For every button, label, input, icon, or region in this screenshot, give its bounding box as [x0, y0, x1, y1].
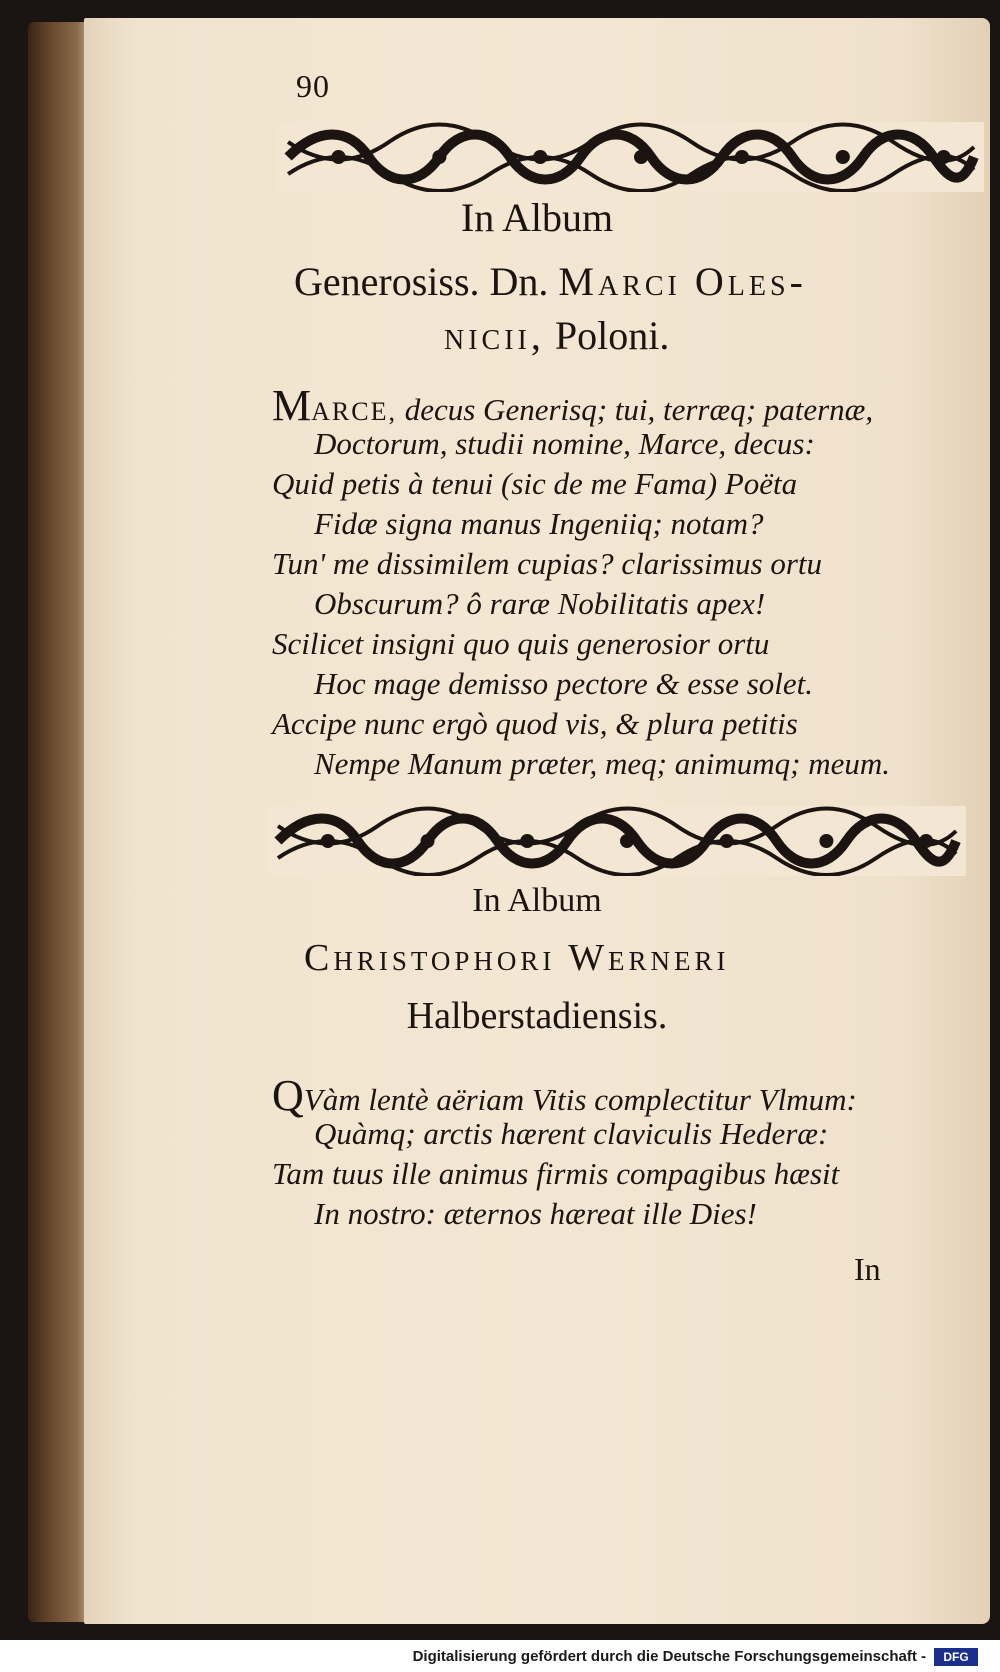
poem1-verse-line: Nempe Manum præter, meq; animumq; meum. — [314, 746, 890, 781]
poem1-dropcap: M — [272, 381, 312, 430]
poem2-verse-line: In nostro: æternos hæreat ille Dies! — [314, 1196, 757, 1231]
poem1-dropcap-rest: ARCE, — [311, 397, 397, 426]
poem1-verse-line: Doctorum, studii nomine, Marce, decus: — [314, 426, 815, 461]
poem2-verse-line: Quàmq; arctis hærent claviculis Hederæ: — [314, 1116, 829, 1151]
poem1-heading-name-end: nicii, — [444, 313, 545, 358]
dfg-logo: DFG — [934, 1648, 978, 1666]
ornamental-border-top — [278, 122, 984, 192]
poem1-heading-line2 — [294, 260, 954, 304]
catchword: In — [854, 1251, 881, 1287]
poem1-verse-line: Accipe nunc ergò quod vis, & plura petitis — [272, 706, 798, 741]
ornament-scroll-icon — [278, 122, 984, 192]
poem1-verse-line: Quid petis à tenui (sic de me Fama) Poëta — [272, 466, 798, 501]
poem2-dropcap: Q — [272, 1071, 304, 1120]
poem2-verse-text: Vàm lentè aëriam Vitis complectitur Vlmum: — [303, 1082, 857, 1117]
poem1-heading-prefix: Generosiss. Dn. — [294, 259, 549, 304]
poem1-verse-text: decus Generisq; tui, terræq; paternæ, — [404, 392, 874, 427]
poem2-heading-line3: Halberstadiensis. — [406, 995, 668, 1037]
book-page — [84, 18, 990, 1624]
poem1-heading-suffix: Poloni. — [554, 313, 670, 358]
ornamental-border-middle — [268, 806, 966, 876]
poem2-verse-line: Tam tuus ille animus firmis compagibus hæsit — [272, 1156, 840, 1191]
poem1-verse-line — [272, 381, 874, 430]
poem1-heading-name: Marci Oles- — [558, 259, 807, 304]
poem1-verse-line: Obscurum? ô raræ Nobilitatis apex! — [314, 586, 766, 621]
poem2-heading-line1: In Album — [472, 882, 602, 919]
poem1-heading-line3 — [444, 314, 844, 358]
poem1-verse-line: Tun' me dissimilem cupias? clarissimus ortu — [272, 546, 823, 581]
footer-bar — [0, 1640, 1000, 1672]
page-number: 90 — [296, 68, 330, 104]
poem2-heading-name: Christophori Werneri — [304, 937, 730, 979]
funding-credit: Digitalisierung gefördert durch die Deutsche Forschungsgemeinschaft - — [412, 1648, 926, 1665]
poem1-verse-line: Scilicet insigni quo quis generosior ortu — [272, 626, 770, 661]
poem1-verse-line: Hoc mage demisso pectore & esse solet. — [314, 666, 814, 701]
poem2-verse-line — [272, 1071, 857, 1120]
poem1-heading-line1: In Album — [460, 195, 614, 240]
poem1-verse-line: Fidæ signa manus Ingeniiq; notam? — [314, 506, 764, 541]
ornament-scroll-icon — [268, 806, 966, 876]
